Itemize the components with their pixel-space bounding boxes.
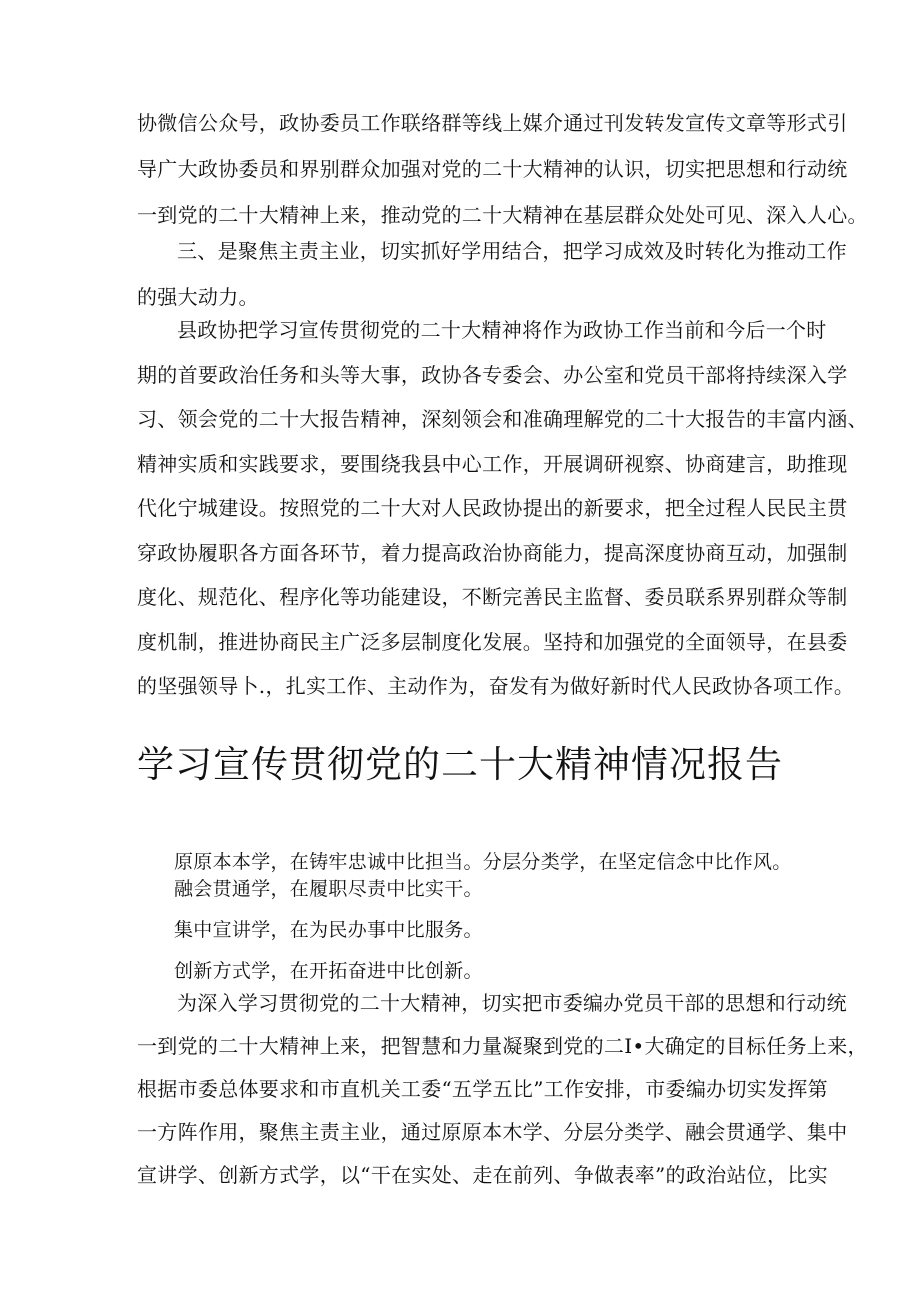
- text-line: 的坚强领导卜.，扎实工作、主动作为，奋发有为做好新时代人民政协各项工作。: [137, 674, 855, 698]
- text-line: 的强大动力。: [137, 285, 259, 309]
- text-line: 穿政协履职各方面各环节，着力提高政治协商能力，提高深度协商互动，加强制: [137, 540, 848, 565]
- report-title: 学习宣传贯彻党的二十大精神情况报告: [137, 743, 783, 786]
- text-line: 县政协把学习宣传贯彻党的二十大精神将作为政协工作当前和今后一个时: [177, 318, 827, 342]
- text-line: 导广大政协委员和界别群众加强对党的二十大精神的认识，切实把思想和行动统: [137, 157, 848, 181]
- paragraph-county-cppcc: [137, 318, 868, 721]
- text-line: 度化、规范化、程序化等功能建设，不断完善民主监督、委员联系界别群众等制: [137, 585, 848, 609]
- paragraph-intro: [137, 991, 868, 1208]
- slogan-list: [174, 852, 824, 981]
- text-line: 宣讲学、创新方式学，以“干在实处、走在前列、争做表率”的政治站位，比实: [137, 1163, 828, 1187]
- text-line: 期的首要政治任务和头等大事，政协各专委会、办公室和党员干部将持续深入学: [137, 362, 848, 387]
- slogan-line: 原原本本学，在铸牢忠诚中比担当。分层分类学，在坚定信念中比作风。: [174, 851, 792, 873]
- text-line: 一到党的二十大精神上来，把智慧和力量凝聚到党的二I•大确定的目标任务上来，: [137, 1034, 868, 1058]
- text-line: 习、领会党的二十大报告精神，深刻领会和准确理解党的二十大报告的丰富内涵、: [137, 407, 868, 431]
- slogan-line: 集中宣讲学，在为民办事中比服务。: [174, 919, 483, 941]
- text-line: 协微信公众号，政协委员工作联络群等线上媒介通过刊发转发宣传文章等形式引: [137, 111, 848, 135]
- text-line: 三、是聚焦主责主业，切实抓好学用结合，把学习成效及时转化为推动工作: [177, 239, 847, 263]
- slogan-line: 创新方式学，在开拓奋进中比创新。: [174, 960, 483, 982]
- slogan-line: 融会贯通学，在履职尽责中比实干。: [174, 878, 483, 900]
- text-line: 度机制，推进协商民主广泛多层制度化发展。坚持和加强党的全面领导，在县委: [137, 629, 848, 654]
- text-line: 一方阵作用，聚焦主责主业，通过原原本木学、分层分类学、融会贯通学、集中: [137, 1120, 848, 1144]
- text-line: 代化宁城建设。按照党的二十大对人民政协提出的新要求，把全过程人民民主贯: [137, 496, 848, 520]
- text-line: 一到党的二十大精神上来，推动党的二十大精神在基层群众处处可见、深入人心。: [137, 203, 868, 227]
- text-line: 为深入学习贯彻党的二十大精神，切实把市委编办党员干部的思想和行动统: [177, 991, 847, 1015]
- text-line: 精神实质和实践要求，要围绕我县中心工作，开展调研视察、协商建言，助推现: [137, 451, 848, 476]
- text-line: 根据市委总体要求和市直机关工委“五学五比”工作安排，市委编办切实发挥第: [137, 1077, 828, 1101]
